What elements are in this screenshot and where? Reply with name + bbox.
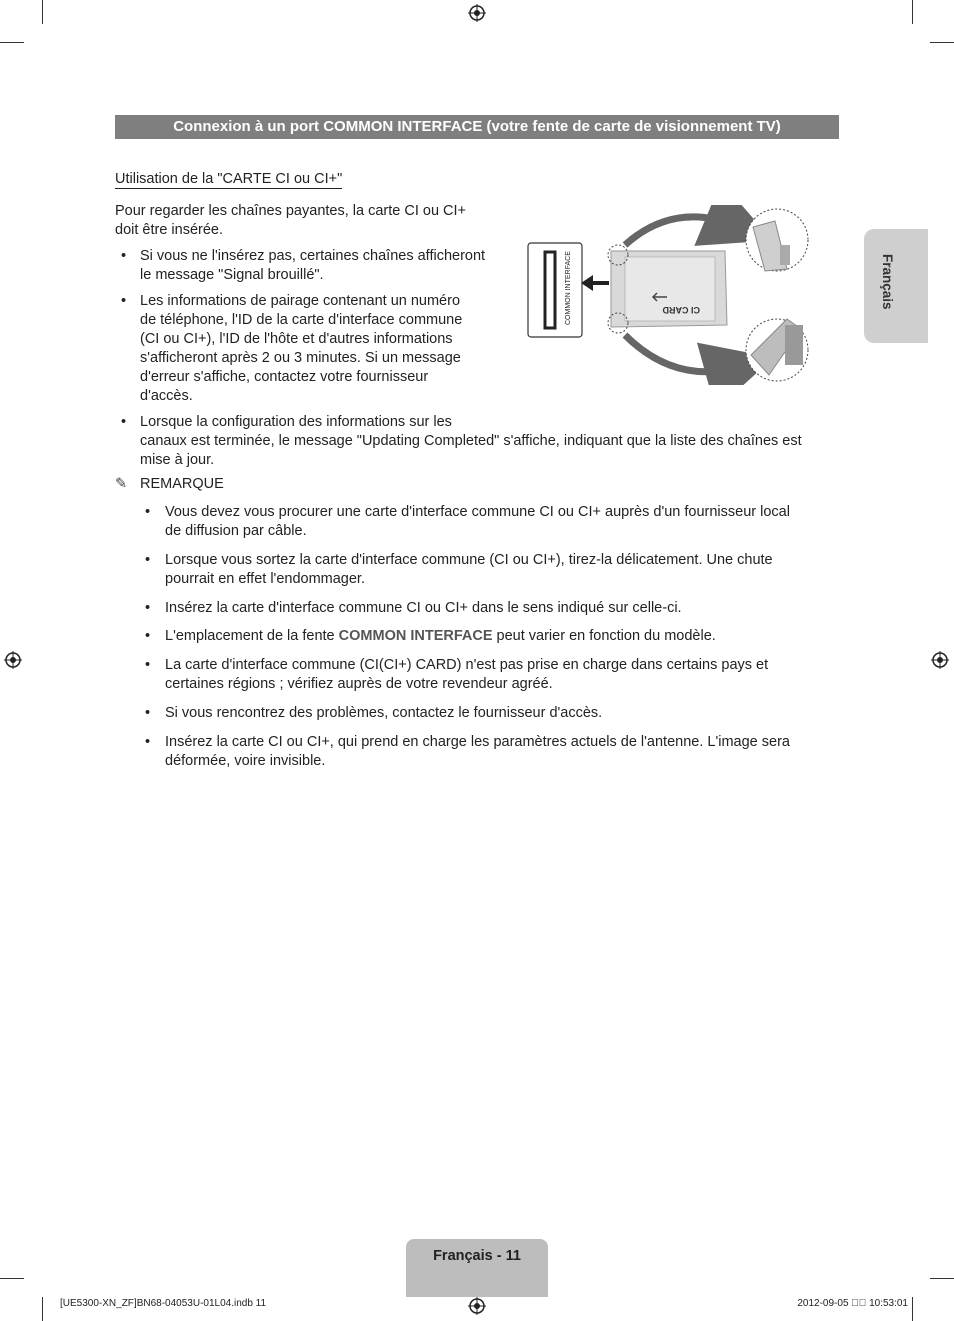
note-line: déformée, voire invisible. <box>165 753 326 769</box>
bullet-dot: • <box>145 657 151 673</box>
note-line: Insérez la carte d'interface commune CI ou CI+ dans le sens indiqué sur celle-ci. <box>165 600 682 616</box>
crop-mark <box>42 1297 43 1321</box>
note-item <box>165 656 768 694</box>
footer-file-info: [UE5300-XN_ZF]BN68-04053U-01L04.indb 11 <box>60 1298 267 1309</box>
note-item <box>165 704 602 723</box>
intro-line: Pour regarder les chaînes payantes, la carte CI ou CI+ <box>115 203 467 219</box>
note-icon: ✎ <box>115 476 128 492</box>
footer-timestamp: 2012-09-05 ￿￿ 10:53:01 <box>797 1298 908 1309</box>
note-label: REMARQUE <box>140 476 224 492</box>
note-item <box>165 627 716 646</box>
bullet-line: Si vous ne l'insérez pas, certaines chaînes afficheront <box>140 248 486 264</box>
bullet-dot: • <box>145 628 151 644</box>
note-item <box>165 551 773 589</box>
registration-mark-icon <box>468 4 486 22</box>
bullet-line: s'afficheront après 2 ou 3 minutes. Si un message <box>140 350 461 366</box>
bullet-line: (CI ou CI+), l'ID de l'hôte et d'autres informations <box>140 331 453 347</box>
bullet-dot: • <box>121 414 127 430</box>
crop-mark <box>0 42 24 43</box>
note-line: de diffusion par câble. <box>165 523 307 539</box>
bullet-dot: • <box>121 293 127 309</box>
crop-mark <box>0 1278 24 1279</box>
note-bold-term: COMMON INTERFACE <box>338 628 493 644</box>
note-item <box>165 733 790 771</box>
page-number-label: Français - 11 <box>433 1248 521 1264</box>
crop-mark <box>930 42 954 43</box>
note-item <box>165 599 682 618</box>
page-number-tab <box>406 1239 548 1297</box>
bullet-dot: • <box>145 600 151 616</box>
registration-mark-icon <box>931 651 949 669</box>
detail-zoom-bottom <box>746 319 808 381</box>
bullet-line: le message "Signal brouillé". <box>140 267 324 283</box>
note-line: La carte d'interface commune (CI(CI+) CARD) n'est pas prise en charge dans certains pays et <box>165 657 769 673</box>
language-side-tab-label: Français <box>880 254 895 310</box>
crop-mark <box>912 0 913 24</box>
section-title: Connexion à un port COMMON INTERFACE (votre fente de carte de visionnement TV) <box>115 115 839 139</box>
card-label: CI CARD <box>662 305 700 315</box>
note-line: Vous devez vous procurer une carte d'interface commune CI ou CI+ auprès d'un fournisseur local <box>165 504 790 520</box>
bullet-dot: • <box>145 504 151 520</box>
bullet-dot: • <box>145 734 151 750</box>
bullet-line: d'erreur s'affiche, contactez votre fournisseur <box>140 369 429 385</box>
subheading: Utilisation de la "CARTE CI ou CI+" <box>115 171 343 187</box>
bullet-line: d'accès. <box>140 388 193 404</box>
language-side-tab <box>864 229 928 343</box>
bullet-item <box>140 292 462 406</box>
crop-mark <box>930 1278 954 1279</box>
intro-line: doit être insérée. <box>115 222 224 238</box>
curved-arrow-top-icon <box>625 217 740 245</box>
crop-mark <box>42 0 43 24</box>
ci-card-figure <box>525 205 815 385</box>
tv-slot-panel <box>528 243 582 337</box>
note-line: certaines régions ; vérifiez auprès de votre revendeur agréé. <box>165 676 553 692</box>
curved-arrow-bottom-icon <box>625 335 740 372</box>
bullet-line: de téléphone, l'ID de la carte d'interface commune <box>140 312 463 328</box>
detail-zoom-top <box>746 209 808 271</box>
registration-mark-icon <box>468 1297 486 1315</box>
note-line: Lorsque vous sortez la carte d'interface commune (CI ou CI+), tirez-la délicatement. Une chute <box>165 552 773 568</box>
bullet-line: mise à jour. <box>140 452 215 468</box>
bullet-dot: • <box>121 248 127 264</box>
bullet-line: Les informations de pairage contenant un numéro <box>140 293 461 309</box>
bullet-line: canaux est terminée, le message "Updating Completed" s'affiche, indiquant que la liste des chaînes est <box>140 433 802 449</box>
note-item <box>165 503 790 541</box>
bullet-dot: • <box>145 552 151 568</box>
bullet-item-continuation <box>140 432 802 470</box>
note-line: Si vous rencontrez des problèmes, contactez le fournisseur d'accès. <box>165 705 603 721</box>
registration-mark-icon <box>4 651 22 669</box>
intro-text <box>115 202 466 240</box>
bullet-line: Lorsque la configuration des informations sur les <box>140 414 452 430</box>
bullet-item <box>140 247 485 285</box>
slot-label: COMMON INTERFACE <box>565 251 572 325</box>
insert-arrow-head-icon <box>581 275 593 291</box>
bullet-dot: • <box>145 705 151 721</box>
bullet-item <box>140 413 452 432</box>
note-line: Insérez la carte CI ou CI+, qui prend en charge les paramètres actuels de l'antenne. L'image sera <box>165 734 790 750</box>
note-line: pourrait en effet l'endommager. <box>165 571 365 587</box>
note-text: L'emplacement de la fente <box>165 628 339 644</box>
crop-mark <box>912 1297 913 1321</box>
note-text: peut varier en fonction du modèle. <box>492 628 716 644</box>
